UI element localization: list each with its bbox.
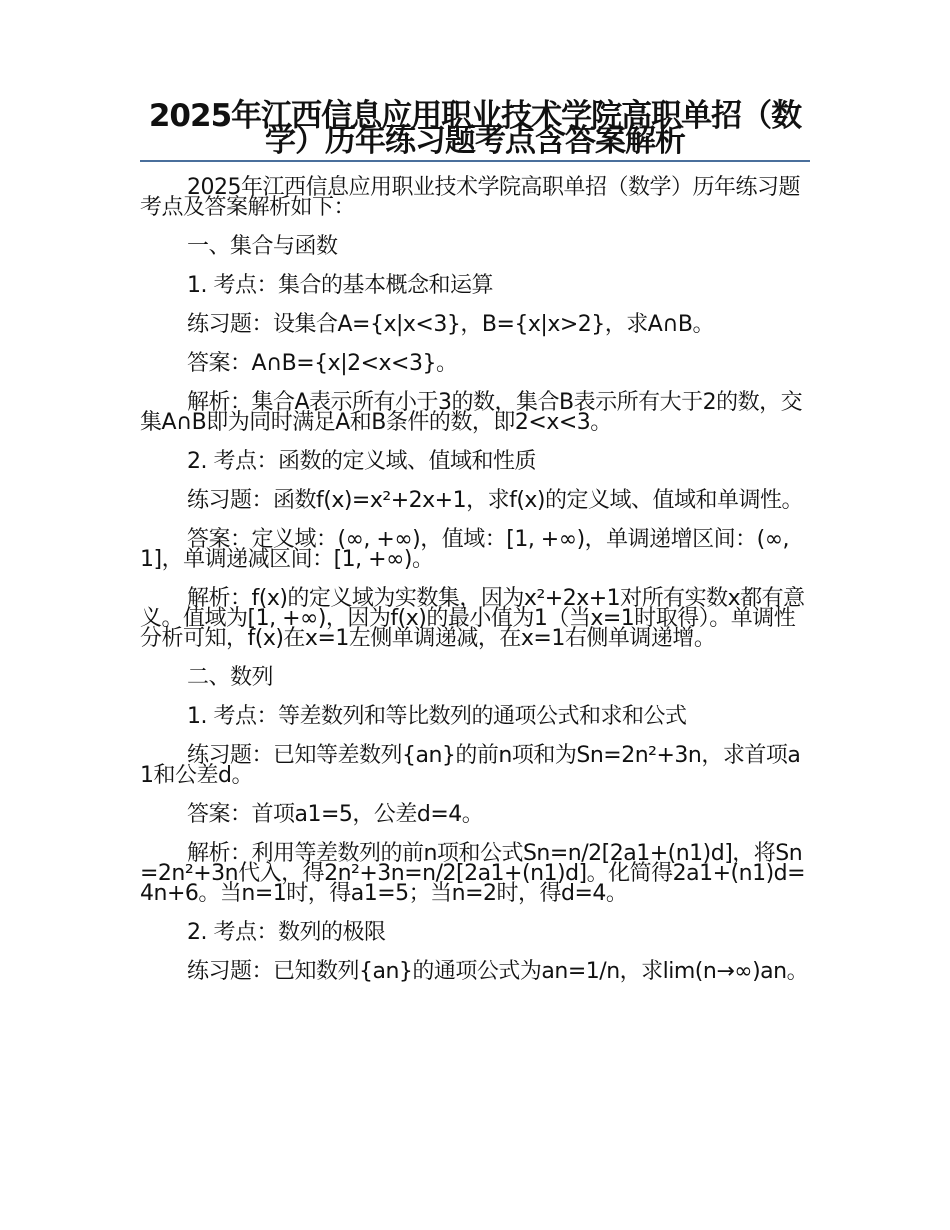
topic-heading: 1. 考点：等差数列和等比数列的通项公式和求和公式	[187, 704, 687, 729]
analysis-paragraph: 解析：集合A表示所有小于3的数，集合B表示所有大于2的数，交集A∩B即为同时满足A和B条件的数，即2<x<3。	[140, 390, 803, 435]
exercise-paragraph: 练习题：已知数列{an}的通项公式为an=1/n，求lim(n→∞)an。	[187, 959, 809, 984]
exercise-paragraph: 练习题：函数f(x)=x²+2x+1，求f(x)的定义域、值域和单调性。	[187, 488, 804, 513]
topic-heading: 2. 考点：数列的极限	[187, 920, 386, 945]
topic-heading: 2. 考点：函数的定义域、值域和性质	[187, 449, 536, 474]
answer-paragraph: 答案：A∩B={x|2<x<3}。	[187, 351, 458, 376]
document-body	[140, 175, 812, 1001]
analysis-paragraph: 解析：f(x)的定义域为实数集，因为x²+2x+1对所有实数x都有意义。值域为[1, +∞)，因为f(x)的最小值为1（当x=1时取得）。单调性分析可知，f(x)在x=1左侧单调递减，在x=1右侧单调递增。	[140, 586, 805, 651]
document-title: 2025年江西信息应用职业技术学院高职单招（数学）历年练习题考点含答案解析	[148, 98, 802, 159]
title-underline	[140, 160, 810, 162]
intro-paragraph: 2025年江西信息应用职业技术学院高职单招（数学）历年练习题考点及答案解析如下：	[140, 175, 800, 220]
answer-paragraph: 答案：首项a1=5，公差d=4。	[187, 802, 484, 827]
section-heading-sets-functions: 一、集合与函数	[187, 234, 338, 259]
exercise-paragraph: 练习题：已知等差数列{an}的前n项和为Sn=2n²+3n，求首项a1和公差d。	[140, 743, 801, 788]
section-heading-sequences: 二、数列	[187, 665, 274, 690]
exercise-paragraph: 练习题：设集合A={x|x<3}，B={x|x>2}，求A∩B。	[187, 312, 715, 337]
analysis-paragraph: 解析：利用等差数列的前n项和公式Sn=n/2[2a1+(n1)d]，将Sn=2n²+3n代入，得2n²+3n=n/2[2a1+(n1)d]。化简得2a1+(n1)d=4n+6。当n=1时，得a1=5；当n=2时，得d=4。	[140, 841, 806, 906]
topic-heading: 1. 考点：集合的基本概念和运算	[187, 273, 493, 298]
answer-paragraph: 答案：定义域：(∞, +∞)，值域：[1, +∞)，单调递增区间：(∞, 1]，单调递减区间：[1, +∞)。	[140, 527, 790, 572]
